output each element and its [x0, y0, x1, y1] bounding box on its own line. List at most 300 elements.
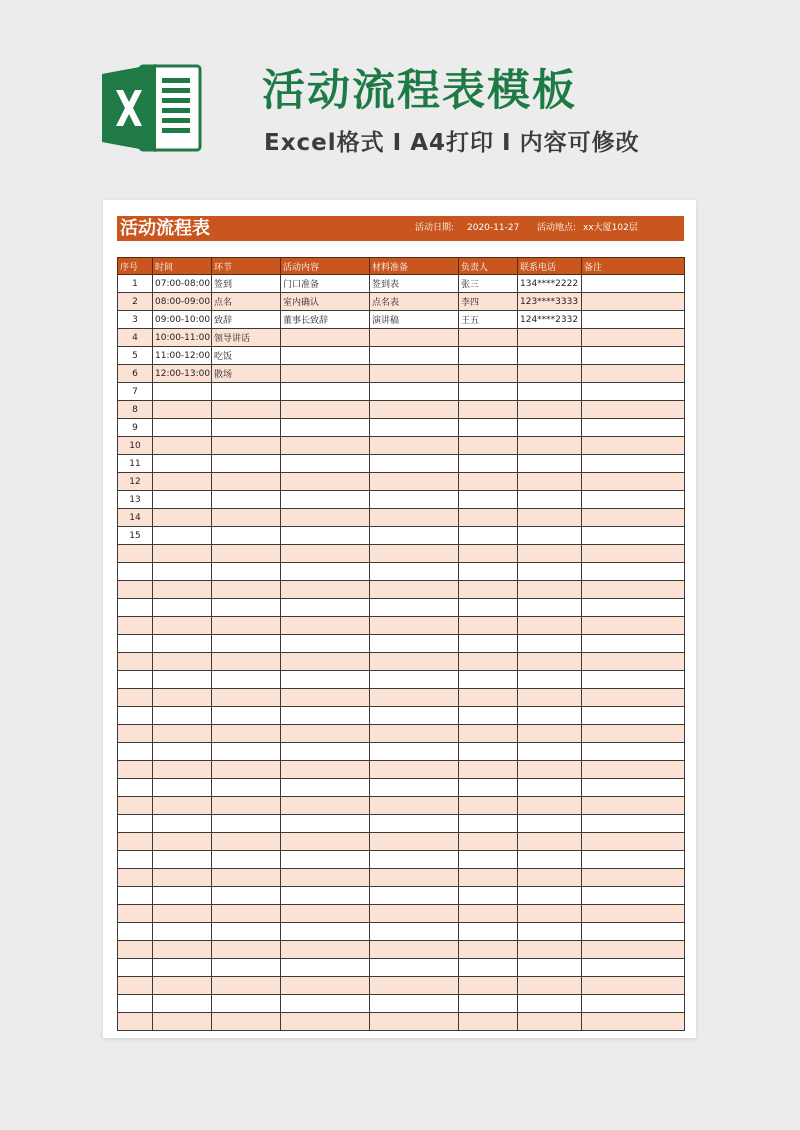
table-cell[interactable]: [459, 959, 518, 977]
table-cell[interactable]: [518, 365, 582, 383]
table-cell[interactable]: [582, 545, 685, 563]
table-cell[interactable]: [582, 311, 685, 329]
table-cell[interactable]: [281, 887, 370, 905]
table-cell[interactable]: [370, 635, 459, 653]
table-cell[interactable]: [459, 779, 518, 797]
table-cell[interactable]: [459, 797, 518, 815]
table-cell[interactable]: [459, 653, 518, 671]
table-cell[interactable]: [459, 437, 518, 455]
table-cell[interactable]: 董事长致辞: [281, 311, 370, 329]
table-cell[interactable]: [153, 743, 212, 761]
table-cell[interactable]: [459, 815, 518, 833]
table-cell[interactable]: [212, 995, 281, 1013]
table-cell[interactable]: [281, 401, 370, 419]
table-cell[interactable]: [582, 581, 685, 599]
table-cell[interactable]: [459, 563, 518, 581]
table-cell[interactable]: 吃饭: [212, 347, 281, 365]
table-cell[interactable]: [118, 1013, 153, 1031]
table-cell[interactable]: [518, 779, 582, 797]
table-cell[interactable]: 王五: [459, 311, 518, 329]
table-cell[interactable]: [370, 671, 459, 689]
table-cell[interactable]: [582, 1013, 685, 1031]
table-cell[interactable]: [518, 887, 582, 905]
table-cell[interactable]: 领导讲话: [212, 329, 281, 347]
table-cell[interactable]: [281, 797, 370, 815]
table-cell[interactable]: [212, 635, 281, 653]
table-cell[interactable]: [212, 707, 281, 725]
table-cell[interactable]: [212, 851, 281, 869]
table-cell[interactable]: [459, 329, 518, 347]
table-cell[interactable]: [518, 401, 582, 419]
table-cell[interactable]: [212, 383, 281, 401]
table-cell[interactable]: [582, 509, 685, 527]
table-cell[interactable]: [582, 599, 685, 617]
table-cell[interactable]: [459, 887, 518, 905]
table-cell[interactable]: [370, 689, 459, 707]
table-cell[interactable]: [582, 779, 685, 797]
table-cell[interactable]: [153, 455, 212, 473]
table-cell[interactable]: [281, 869, 370, 887]
table-cell[interactable]: [212, 617, 281, 635]
table-cell[interactable]: [459, 347, 518, 365]
table-cell[interactable]: [518, 563, 582, 581]
table-cell[interactable]: [582, 563, 685, 581]
table-cell[interactable]: [370, 509, 459, 527]
table-cell[interactable]: 点名: [212, 293, 281, 311]
table-cell[interactable]: 8: [118, 401, 153, 419]
table-cell[interactable]: [281, 527, 370, 545]
table-cell[interactable]: [459, 527, 518, 545]
table-cell[interactable]: [153, 887, 212, 905]
table-cell[interactable]: [370, 527, 459, 545]
table-cell[interactable]: [118, 923, 153, 941]
table-cell[interactable]: [281, 761, 370, 779]
table-cell[interactable]: [212, 959, 281, 977]
table-cell[interactable]: [582, 635, 685, 653]
table-cell[interactable]: [459, 419, 518, 437]
table-cell[interactable]: [459, 923, 518, 941]
table-cell[interactable]: [212, 689, 281, 707]
table-cell[interactable]: [459, 455, 518, 473]
table-cell[interactable]: [582, 959, 685, 977]
table-cell[interactable]: [518, 833, 582, 851]
table-cell[interactable]: [153, 869, 212, 887]
table-cell[interactable]: [582, 473, 685, 491]
table-cell[interactable]: [118, 581, 153, 599]
table-cell[interactable]: [518, 707, 582, 725]
table-cell[interactable]: [118, 761, 153, 779]
table-cell[interactable]: [212, 905, 281, 923]
table-cell[interactable]: [281, 329, 370, 347]
table-cell[interactable]: [118, 563, 153, 581]
table-cell[interactable]: 5: [118, 347, 153, 365]
table-cell[interactable]: [582, 725, 685, 743]
table-cell[interactable]: [153, 527, 212, 545]
table-cell[interactable]: [459, 725, 518, 743]
table-cell[interactable]: [518, 617, 582, 635]
table-cell[interactable]: [281, 815, 370, 833]
table-cell[interactable]: [153, 635, 212, 653]
table-cell[interactable]: [212, 671, 281, 689]
table-cell[interactable]: [582, 455, 685, 473]
table-cell[interactable]: [370, 347, 459, 365]
table-cell[interactable]: [212, 869, 281, 887]
table-cell[interactable]: [281, 725, 370, 743]
table-cell[interactable]: [459, 869, 518, 887]
table-cell[interactable]: [518, 599, 582, 617]
table-cell[interactable]: [459, 671, 518, 689]
table-cell[interactable]: [153, 509, 212, 527]
table-cell[interactable]: 124****2332: [518, 311, 582, 329]
table-cell[interactable]: [212, 491, 281, 509]
table-cell[interactable]: [459, 491, 518, 509]
table-cell[interactable]: [518, 383, 582, 401]
table-cell[interactable]: [281, 1013, 370, 1031]
table-cell[interactable]: [153, 581, 212, 599]
table-cell[interactable]: [153, 761, 212, 779]
table-cell[interactable]: [370, 545, 459, 563]
table-cell[interactable]: [370, 1013, 459, 1031]
table-cell[interactable]: [153, 437, 212, 455]
table-cell[interactable]: [281, 851, 370, 869]
table-cell[interactable]: [459, 383, 518, 401]
table-cell[interactable]: [518, 797, 582, 815]
table-cell[interactable]: [153, 977, 212, 995]
table-cell[interactable]: [582, 995, 685, 1013]
table-cell[interactable]: [518, 545, 582, 563]
table-cell[interactable]: [118, 995, 153, 1013]
table-cell[interactable]: [518, 941, 582, 959]
table-cell[interactable]: [582, 401, 685, 419]
table-cell[interactable]: [370, 995, 459, 1013]
table-cell[interactable]: [281, 473, 370, 491]
table-cell[interactable]: [518, 473, 582, 491]
table-cell[interactable]: [518, 743, 582, 761]
table-cell[interactable]: [153, 923, 212, 941]
table-cell[interactable]: [459, 689, 518, 707]
table-cell[interactable]: [459, 941, 518, 959]
table-cell[interactable]: [370, 761, 459, 779]
table-cell[interactable]: 14: [118, 509, 153, 527]
table-cell[interactable]: [582, 905, 685, 923]
table-cell[interactable]: [153, 725, 212, 743]
table-cell[interactable]: [518, 689, 582, 707]
table-cell[interactable]: [153, 905, 212, 923]
table-cell[interactable]: [118, 851, 153, 869]
table-cell[interactable]: [153, 563, 212, 581]
table-cell[interactable]: [582, 365, 685, 383]
table-cell[interactable]: [459, 977, 518, 995]
table-cell[interactable]: 10:00-11:00: [153, 329, 212, 347]
table-cell[interactable]: 07:00-08:00: [153, 275, 212, 293]
table-cell[interactable]: 签到表: [370, 275, 459, 293]
table-cell[interactable]: [582, 689, 685, 707]
table-cell[interactable]: [370, 887, 459, 905]
table-cell[interactable]: [370, 653, 459, 671]
table-cell[interactable]: [518, 653, 582, 671]
table-cell[interactable]: [370, 473, 459, 491]
table-cell[interactable]: [370, 455, 459, 473]
table-cell[interactable]: [370, 869, 459, 887]
table-cell[interactable]: [459, 581, 518, 599]
table-cell[interactable]: [212, 581, 281, 599]
table-cell[interactable]: 3: [118, 311, 153, 329]
table-cell[interactable]: [118, 743, 153, 761]
table-cell[interactable]: [370, 923, 459, 941]
table-cell[interactable]: [459, 743, 518, 761]
table-cell[interactable]: [153, 941, 212, 959]
table-cell[interactable]: [370, 815, 459, 833]
table-cell[interactable]: [518, 1013, 582, 1031]
table-cell[interactable]: [118, 797, 153, 815]
table-cell[interactable]: [459, 509, 518, 527]
table-cell[interactable]: [281, 599, 370, 617]
table-cell[interactable]: [153, 617, 212, 635]
table-cell[interactable]: [212, 401, 281, 419]
table-cell[interactable]: [582, 491, 685, 509]
table-cell[interactable]: [281, 509, 370, 527]
table-cell[interactable]: [459, 707, 518, 725]
table-cell[interactable]: [212, 797, 281, 815]
table-cell[interactable]: [212, 779, 281, 797]
table-cell[interactable]: [582, 293, 685, 311]
table-cell[interactable]: 09:00-10:00: [153, 311, 212, 329]
table-cell[interactable]: 2: [118, 293, 153, 311]
table-cell[interactable]: [118, 617, 153, 635]
table-cell[interactable]: [118, 941, 153, 959]
table-cell[interactable]: [518, 509, 582, 527]
table-cell[interactable]: [212, 545, 281, 563]
table-cell[interactable]: [281, 383, 370, 401]
table-cell[interactable]: [459, 599, 518, 617]
table-cell[interactable]: [518, 923, 582, 941]
table-cell[interactable]: [281, 941, 370, 959]
table-cell[interactable]: 7: [118, 383, 153, 401]
table-cell[interactable]: [153, 545, 212, 563]
table-cell[interactable]: 张三: [459, 275, 518, 293]
table-cell[interactable]: [518, 491, 582, 509]
table-cell[interactable]: [153, 851, 212, 869]
table-cell[interactable]: [459, 851, 518, 869]
table-cell[interactable]: [370, 779, 459, 797]
table-cell[interactable]: 123****3333: [518, 293, 582, 311]
table-cell[interactable]: [281, 905, 370, 923]
table-cell[interactable]: [153, 689, 212, 707]
table-cell[interactable]: [212, 599, 281, 617]
table-cell[interactable]: [118, 707, 153, 725]
table-cell[interactable]: [281, 491, 370, 509]
table-cell[interactable]: [281, 707, 370, 725]
table-cell[interactable]: [459, 905, 518, 923]
table-cell[interactable]: [518, 437, 582, 455]
table-cell[interactable]: [582, 419, 685, 437]
table-cell[interactable]: 11: [118, 455, 153, 473]
table-cell[interactable]: [118, 977, 153, 995]
table-cell[interactable]: [212, 977, 281, 995]
table-cell[interactable]: [118, 905, 153, 923]
table-cell[interactable]: [118, 671, 153, 689]
table-cell[interactable]: [118, 635, 153, 653]
table-cell[interactable]: [370, 617, 459, 635]
table-cell[interactable]: [212, 743, 281, 761]
table-cell[interactable]: [459, 635, 518, 653]
table-cell[interactable]: 12: [118, 473, 153, 491]
table-cell[interactable]: [153, 419, 212, 437]
table-cell[interactable]: [370, 959, 459, 977]
table-cell[interactable]: [459, 833, 518, 851]
table-cell[interactable]: [281, 995, 370, 1013]
table-cell[interactable]: [370, 437, 459, 455]
table-cell[interactable]: [281, 653, 370, 671]
table-cell[interactable]: [212, 815, 281, 833]
table-cell[interactable]: [118, 959, 153, 977]
table-cell[interactable]: [118, 599, 153, 617]
table-cell[interactable]: [582, 815, 685, 833]
table-cell[interactable]: [582, 437, 685, 455]
table-cell[interactable]: [153, 707, 212, 725]
table-cell[interactable]: 10: [118, 437, 153, 455]
table-cell[interactable]: [582, 887, 685, 905]
table-cell[interactable]: [212, 941, 281, 959]
table-cell[interactable]: [212, 1013, 281, 1031]
table-cell[interactable]: 1: [118, 275, 153, 293]
table-cell[interactable]: [212, 563, 281, 581]
table-cell[interactable]: [518, 851, 582, 869]
table-cell[interactable]: [153, 995, 212, 1013]
table-cell[interactable]: 134****2222: [518, 275, 582, 293]
table-cell[interactable]: [370, 419, 459, 437]
table-cell[interactable]: [370, 743, 459, 761]
table-cell[interactable]: [582, 383, 685, 401]
table-cell[interactable]: [153, 797, 212, 815]
table-cell[interactable]: [153, 599, 212, 617]
table-cell[interactable]: [118, 689, 153, 707]
table-cell[interactable]: [153, 815, 212, 833]
table-cell[interactable]: [370, 905, 459, 923]
table-cell[interactable]: [281, 977, 370, 995]
table-cell[interactable]: [459, 761, 518, 779]
table-cell[interactable]: [281, 455, 370, 473]
table-cell[interactable]: 9: [118, 419, 153, 437]
table-cell[interactable]: [281, 437, 370, 455]
table-cell[interactable]: [370, 563, 459, 581]
table-cell[interactable]: [153, 491, 212, 509]
table-cell[interactable]: [518, 635, 582, 653]
table-cell[interactable]: [153, 653, 212, 671]
table-cell[interactable]: [370, 707, 459, 725]
table-cell[interactable]: [370, 725, 459, 743]
table-cell[interactable]: [153, 959, 212, 977]
table-cell[interactable]: [212, 509, 281, 527]
table-cell[interactable]: [212, 761, 281, 779]
table-cell[interactable]: [370, 365, 459, 383]
table-cell[interactable]: 散场: [212, 365, 281, 383]
table-cell[interactable]: [370, 581, 459, 599]
table-cell[interactable]: [582, 671, 685, 689]
table-cell[interactable]: [459, 401, 518, 419]
table-cell[interactable]: 李四: [459, 293, 518, 311]
table-cell[interactable]: 演讲稿: [370, 311, 459, 329]
table-cell[interactable]: [212, 527, 281, 545]
table-cell[interactable]: [459, 473, 518, 491]
table-cell[interactable]: [459, 617, 518, 635]
table-cell[interactable]: [281, 419, 370, 437]
table-cell[interactable]: [582, 329, 685, 347]
table-cell[interactable]: [582, 347, 685, 365]
table-cell[interactable]: [459, 1013, 518, 1031]
table-cell[interactable]: 13: [118, 491, 153, 509]
table-cell[interactable]: [518, 869, 582, 887]
table-cell[interactable]: 点名表: [370, 293, 459, 311]
table-cell[interactable]: [518, 725, 582, 743]
table-cell[interactable]: [118, 779, 153, 797]
table-cell[interactable]: [118, 725, 153, 743]
table-cell[interactable]: [518, 419, 582, 437]
table-cell[interactable]: 6: [118, 365, 153, 383]
table-cell[interactable]: [281, 545, 370, 563]
table-cell[interactable]: [281, 581, 370, 599]
table-cell[interactable]: 4: [118, 329, 153, 347]
table-cell[interactable]: [153, 833, 212, 851]
table-cell[interactable]: [370, 941, 459, 959]
table-cell[interactable]: [582, 761, 685, 779]
table-cell[interactable]: [281, 959, 370, 977]
table-cell[interactable]: 11:00-12:00: [153, 347, 212, 365]
table-cell[interactable]: [153, 383, 212, 401]
table-cell[interactable]: [153, 779, 212, 797]
table-cell[interactable]: [518, 671, 582, 689]
table-cell[interactable]: [582, 617, 685, 635]
table-cell[interactable]: [153, 671, 212, 689]
table-cell[interactable]: [153, 401, 212, 419]
table-cell[interactable]: [118, 653, 153, 671]
table-cell[interactable]: [281, 563, 370, 581]
table-cell[interactable]: [459, 995, 518, 1013]
table-cell[interactable]: 签到: [212, 275, 281, 293]
table-cell[interactable]: [518, 995, 582, 1013]
table-cell[interactable]: [281, 779, 370, 797]
table-cell[interactable]: [582, 653, 685, 671]
table-cell[interactable]: [370, 797, 459, 815]
table-cell[interactable]: [212, 473, 281, 491]
table-cell[interactable]: [212, 653, 281, 671]
table-cell[interactable]: [118, 833, 153, 851]
table-cell[interactable]: [370, 599, 459, 617]
table-cell[interactable]: [582, 275, 685, 293]
table-cell[interactable]: [281, 833, 370, 851]
table-cell[interactable]: [281, 689, 370, 707]
table-cell[interactable]: [370, 977, 459, 995]
table-cell[interactable]: [212, 455, 281, 473]
table-cell[interactable]: [582, 707, 685, 725]
table-cell[interactable]: [281, 365, 370, 383]
table-cell[interactable]: 08:00-09:00: [153, 293, 212, 311]
table-cell[interactable]: [281, 923, 370, 941]
table-cell[interactable]: [370, 491, 459, 509]
table-cell[interactable]: [582, 743, 685, 761]
table-cell[interactable]: [459, 545, 518, 563]
table-cell[interactable]: 12:00-13:00: [153, 365, 212, 383]
table-cell[interactable]: [281, 347, 370, 365]
table-cell[interactable]: [212, 833, 281, 851]
table-cell[interactable]: [153, 1013, 212, 1031]
table-cell[interactable]: [582, 851, 685, 869]
table-cell[interactable]: [518, 761, 582, 779]
table-cell[interactable]: [370, 329, 459, 347]
table-cell[interactable]: [281, 617, 370, 635]
table-cell[interactable]: [518, 977, 582, 995]
table-cell[interactable]: [118, 869, 153, 887]
